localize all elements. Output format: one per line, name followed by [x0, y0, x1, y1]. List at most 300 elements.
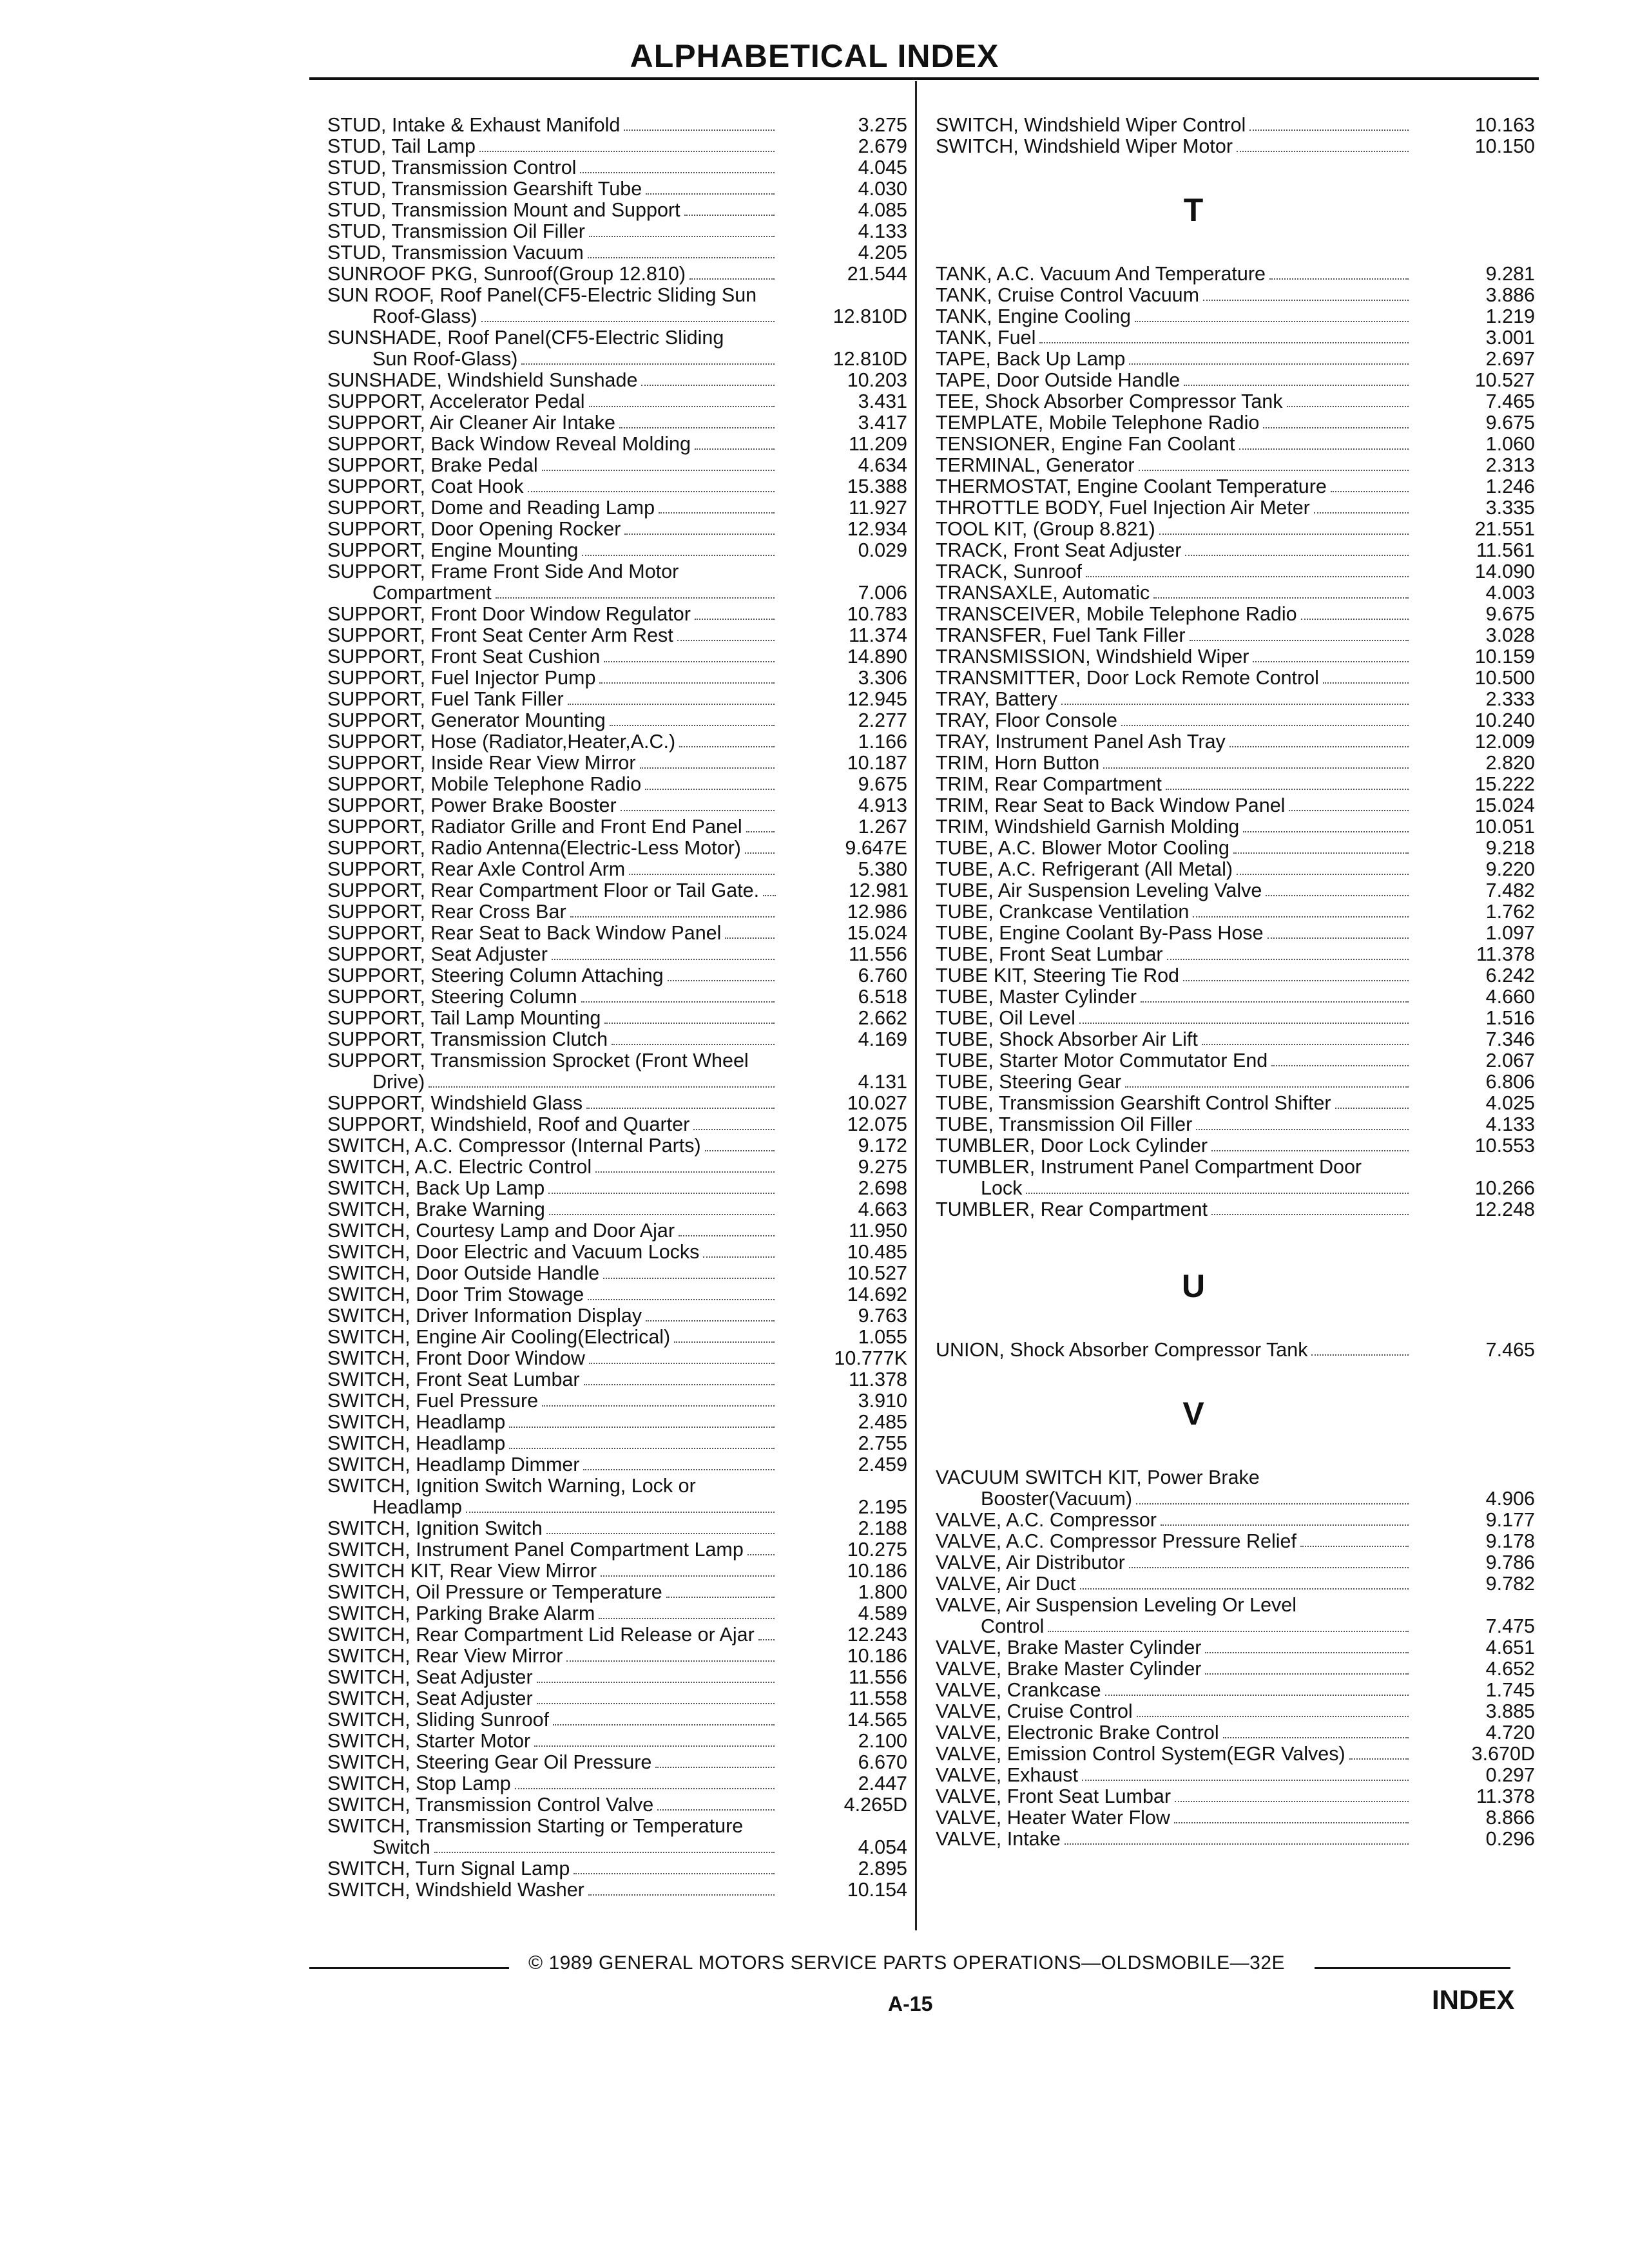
index-entry: [936, 1658, 1535, 1680]
leader-dots: [570, 916, 775, 918]
index-entry: [327, 455, 907, 476]
index-entry-name: SUPPORT, Rear Compartment Floor or Tail Gate.: [327, 880, 760, 901]
index-entry-name: SWITCH, Headlamp Dimmer: [327, 1454, 580, 1475]
index-entry-page: 1.800: [858, 1581, 907, 1603]
index-entry-page: 2.100: [858, 1730, 907, 1752]
index-entry-page: 8.866: [1485, 1807, 1535, 1829]
leader-dots: [599, 1618, 775, 1619]
index-entry-name: TUMBLER, Rear Compartment: [936, 1199, 1208, 1220]
section-label: INDEX: [1432, 1984, 1515, 2015]
index-entry: [936, 1829, 1535, 1850]
index-entry-page: 7.465: [1485, 1339, 1535, 1361]
index-entry-continuation: Sun Roof-Glass): [372, 349, 518, 370]
index-entry-page: 9.782: [1485, 1573, 1535, 1595]
index-entry-page: 9.218: [1485, 837, 1535, 859]
index-entry-page: 6.760: [858, 965, 907, 986]
index-entry-continuation: Roof-Glass): [372, 306, 477, 327]
index-entry-page: 4.589: [858, 1602, 907, 1624]
index-entry: [327, 519, 907, 540]
index-entry-name: TUBE, Air Suspension Leveling Valve: [936, 880, 1262, 901]
leader-dots: [1268, 937, 1409, 939]
index-entry: [327, 391, 907, 412]
leader-dots: [509, 1448, 775, 1449]
leader-dots: [1335, 1108, 1409, 1109]
leader-dots: [1184, 385, 1409, 386]
index-entry: [327, 1879, 907, 1901]
index-entry-name: STUD, Intake & Exhaust Manifold: [327, 115, 621, 136]
index-entry-name: SWITCH, Courtesy Lamp and Door Ajar: [327, 1220, 675, 1242]
index-entry: [936, 1510, 1535, 1531]
index-entry-page: 4.045: [858, 157, 907, 178]
index-entry-page: 3.885: [1485, 1700, 1535, 1722]
leader-dots: [549, 1214, 775, 1215]
index-entry-page: 10.553: [1474, 1135, 1535, 1157]
leader-dots: [568, 704, 775, 705]
leader-dots: [604, 1023, 775, 1024]
index-entry-name: SWITCH, Rear View Mirror: [327, 1646, 563, 1667]
index-entry: [936, 1616, 1535, 1637]
index-entry: [936, 1488, 1535, 1510]
leader-dots: [1080, 1588, 1409, 1590]
index-entry: [327, 1369, 907, 1390]
index-entry: [936, 795, 1535, 816]
index-entry-name: SWITCH, Starter Motor: [327, 1731, 531, 1752]
leader-dots: [537, 1703, 775, 1704]
index-entry: [936, 349, 1535, 370]
index-entry-name: TUBE KIT, Steering Tie Rod: [936, 965, 1180, 986]
index-entry: [327, 582, 907, 604]
leader-dots: [1331, 491, 1409, 492]
leader-dots: [580, 172, 775, 173]
index-entry: [327, 774, 907, 795]
index-entry-name: SWITCH, Parking Brake Alarm: [327, 1603, 595, 1624]
index-entry-name: SUPPORT, Windshield, Roof and Quarter: [327, 1114, 690, 1135]
index-entry: [327, 1263, 907, 1284]
index-entry-page: 4.720: [1485, 1722, 1535, 1744]
index-entry: [936, 1765, 1535, 1786]
leader-dots: [588, 1894, 775, 1896]
leader-dots: [1079, 1023, 1409, 1024]
index-entry-page: 0.297: [1485, 1764, 1535, 1786]
index-entry: [327, 646, 907, 668]
leader-dots: [612, 1044, 775, 1045]
index-entry: [327, 1497, 907, 1518]
index-entry-page: 6.670: [858, 1751, 907, 1773]
index-entry-name: SWITCH, Turn Signal Lamp: [327, 1858, 570, 1879]
index-entry-page: 4.025: [1485, 1092, 1535, 1114]
leader-dots: [429, 1086, 775, 1088]
index-entry: [327, 1561, 907, 1582]
index-entry: [327, 944, 907, 965]
index-entry: [327, 1305, 907, 1327]
leader-dots: [534, 1745, 775, 1747]
leader-dots: [679, 746, 775, 747]
index-entry-name: SUPPORT, Steering Column Attaching: [327, 965, 664, 986]
index-entry-name: SWITCH, Oil Pressure or Temperature: [327, 1582, 662, 1603]
index-entry: [327, 1731, 907, 1752]
index-entry-name: SWITCH, Front Door Window: [327, 1348, 585, 1369]
index-entry-name: TRAY, Instrument Panel Ash Tray: [936, 731, 1226, 753]
index-entry: [327, 1072, 907, 1093]
index-entry: [936, 1340, 1535, 1361]
index-entry-name: TANK, Engine Cooling: [936, 306, 1131, 327]
leader-dots: [666, 1597, 775, 1598]
index-entry-name: THROTTLE BODY, Fuel Injection Air Meter: [936, 497, 1310, 519]
title-rule: [309, 77, 1539, 80]
index-entry-name: TUBE, Crankcase Ventilation: [936, 901, 1190, 923]
index-entry-name: TENSIONER, Engine Fan Coolant: [936, 434, 1235, 455]
index-entry: [936, 944, 1535, 965]
index-entry-page: 1.166: [858, 731, 907, 753]
index-entry-page: 4.913: [858, 794, 907, 816]
leader-dots: [537, 1682, 775, 1683]
index-entry: [327, 178, 907, 200]
leader-dots: [1135, 321, 1409, 322]
leader-dots: [1026, 1193, 1409, 1194]
index-entry: [936, 1178, 1535, 1199]
index-entry-page: 2.755: [858, 1432, 907, 1454]
index-entry-name: VALVE, A.C. Compressor: [936, 1510, 1157, 1531]
leader-dots: [466, 1512, 775, 1513]
leader-dots: [589, 236, 775, 237]
index-entry: [327, 434, 907, 455]
index-entry-name: TRANSMITTER, Door Lock Remote Control: [936, 668, 1319, 689]
index-entry: [327, 986, 907, 1008]
leader-dots: [588, 257, 775, 258]
index-entry-name: VALVE, Electronic Brake Control: [936, 1722, 1219, 1744]
index-entry-name: VALVE, Heater Water Flow: [936, 1807, 1170, 1829]
index-entry-page: 2.679: [858, 135, 907, 157]
index-entry-page: 4.906: [1485, 1488, 1535, 1510]
index-entry: [327, 1646, 907, 1667]
leader-dots: [1289, 810, 1409, 811]
index-entry-name: SUPPORT, Mobile Telephone Radio: [327, 774, 642, 795]
index-entry-page: 3.028: [1485, 624, 1535, 646]
index-entry: [936, 1573, 1535, 1595]
leader-dots: [1121, 725, 1409, 726]
leader-dots: [1237, 874, 1409, 875]
leader-dots: [601, 1575, 775, 1577]
leader-dots: [705, 1150, 775, 1151]
index-entry-name: SUPPORT, Power Brake Booster: [327, 795, 617, 816]
index-entry-page: 1.267: [858, 816, 907, 838]
index-entry-name: SUPPORT, Windshield Glass: [327, 1093, 583, 1114]
index-entry-name: SUPPORT, Steering Column: [327, 986, 577, 1008]
index-entry: [936, 1552, 1535, 1573]
index-entry: [936, 816, 1535, 838]
index-entry: [327, 604, 907, 625]
leader-dots: [1314, 512, 1409, 514]
leader-dots: [1174, 1822, 1409, 1823]
index-entry-page: 12.009: [1474, 731, 1535, 753]
index-entry-name: SUPPORT, Seat Adjuster: [327, 944, 548, 965]
index-entry-page: 3.886: [1485, 284, 1535, 306]
index-entry-name: VALVE, Cruise Control: [936, 1701, 1133, 1722]
leader-dots: [1269, 278, 1409, 280]
leader-dots: [645, 789, 775, 790]
index-entry-page: 1.060: [1485, 433, 1535, 455]
index-entry-name: SUNROOF PKG, Sunroof(Group 12.810): [327, 264, 686, 285]
index-entry-page: 15.024: [847, 922, 907, 944]
leader-dots: [689, 278, 775, 280]
leader-dots: [552, 959, 775, 960]
index-entry-continuation: Compartment: [372, 582, 492, 604]
index-entry-name: THERMOSTAT, Engine Coolant Temperature: [936, 476, 1327, 497]
index-entry-page: 15.222: [1474, 773, 1535, 795]
index-entry-page: 4.634: [858, 454, 907, 476]
index-entry-name: TRANSCEIVER, Mobile Telephone Radio: [936, 604, 1297, 625]
leader-dots: [1233, 852, 1409, 854]
index-entry: [327, 901, 907, 923]
leader-dots: [745, 852, 775, 854]
leader-dots: [1185, 555, 1409, 556]
index-entry-page: 1.055: [858, 1326, 907, 1348]
index-entry: [936, 306, 1535, 327]
leader-dots: [619, 427, 775, 428]
index-entry-continuation: Lock: [981, 1178, 1023, 1199]
leader-dots: [1161, 1524, 1409, 1526]
leader-dots: [657, 1809, 775, 1811]
index-entry: [936, 731, 1535, 753]
index-entry-name: STUD, Transmission Oil Filler: [327, 221, 585, 242]
leader-dots: [1167, 959, 1409, 960]
leader-dots: [1193, 916, 1409, 918]
index-entry-page: 11.950: [848, 1220, 907, 1242]
index-entry: [936, 391, 1535, 412]
index-entry-page: 3.275: [858, 114, 907, 136]
index-entry-name: SUN ROOF, Roof Panel(CF5-Electric Sliding Sun: [327, 284, 757, 306]
index-entry-page: 2.195: [858, 1496, 907, 1518]
index-entry-name: SUPPORT, Radio Antenna(Electric-Less Motor): [327, 838, 741, 859]
index-entry: [936, 285, 1535, 306]
index-entry-page: 12.934: [847, 518, 907, 540]
index-entry: [936, 455, 1535, 476]
index-entry-page: 10.154: [847, 1879, 907, 1901]
leader-dots: [553, 1724, 775, 1725]
index-entry: [936, 710, 1535, 731]
index-entry-page: 1.762: [1485, 901, 1535, 923]
index-entry-name: SWITCH, Transmission Control Valve: [327, 1794, 654, 1816]
index-entry-page: 2.333: [1485, 688, 1535, 710]
index-entry-name: SWITCH, Seat Adjuster: [327, 1688, 533, 1709]
leader-dots: [624, 533, 775, 535]
index-entry-name: SWITCH, Seat Adjuster: [327, 1667, 533, 1688]
leader-dots: [1223, 1737, 1409, 1738]
index-entry-page: 12.945: [847, 688, 907, 710]
leader-dots: [1139, 470, 1409, 471]
leader-dots: [1175, 1801, 1409, 1802]
index-entry: [936, 1072, 1535, 1093]
index-entry: [936, 1531, 1535, 1552]
index-entry: [936, 540, 1535, 561]
index-entry-name: TUBE, Oil Level: [936, 1008, 1075, 1029]
index-entry-page: 9.177: [1485, 1509, 1535, 1531]
index-entry-page: 4.169: [858, 1028, 907, 1050]
index-entry: [936, 859, 1535, 880]
leader-dots: [1065, 1843, 1409, 1845]
index-entry-name: SUPPORT, Radiator Grille and Front End Panel: [327, 816, 742, 838]
index-entry-name: TRIM, Rear Seat to Back Window Panel: [936, 795, 1286, 816]
index-entry-page: 2.662: [858, 1007, 907, 1029]
index-entry: [936, 1786, 1535, 1807]
index-entry: [936, 115, 1535, 136]
index-entry: [327, 1390, 907, 1412]
index-entry-page: 9.220: [1485, 858, 1535, 880]
index-entry-name: SWITCH KIT, Rear View Mirror: [327, 1561, 597, 1582]
index-entry-name: TERMINAL, Generator: [936, 455, 1135, 476]
footer-copyright: © 1989 GENERAL MOTORS SERVICE PARTS OPERATIONS—OLDSMOBILE—32E: [528, 1952, 1286, 1974]
leader-dots: [1137, 1716, 1409, 1717]
index-entry-page: 1.097: [1485, 922, 1535, 944]
index-entry-name: SUPPORT, Front Seat Cushion: [327, 646, 601, 668]
index-entry-name: SUPPORT, Air Cleaner Air Intake: [327, 412, 615, 434]
index-entry-page: 10.027: [847, 1092, 907, 1114]
index-entry-page: 4.133: [1485, 1113, 1535, 1135]
index-entry-page: 7.475: [1485, 1615, 1535, 1637]
index-entry: [936, 519, 1535, 540]
index-entry: [327, 1752, 907, 1773]
leader-dots: [1287, 406, 1409, 407]
index-entry-page: 4.652: [1485, 1658, 1535, 1680]
index-entry-name: TRANSFER, Fuel Tank Filler: [936, 625, 1186, 646]
index-entry-name: SUPPORT, Front Seat Center Arm Rest: [327, 625, 673, 646]
index-entry: [936, 582, 1535, 604]
index-entry-page: 0.296: [1485, 1828, 1535, 1850]
index-entry: [327, 923, 907, 944]
index-entry-name: VALVE, Air Duct: [936, 1573, 1076, 1595]
index-entry: [327, 1093, 907, 1114]
index-entry-name: STUD, Transmission Mount and Support: [327, 200, 680, 221]
index-entry-name: TANK, Cruise Control Vacuum: [936, 285, 1200, 306]
index-entry: [936, 264, 1535, 285]
index-entry-page: 4.651: [1485, 1637, 1535, 1658]
leader-dots: [1129, 1567, 1409, 1568]
index-entry-name: SWITCH, Door Outside Handle: [327, 1263, 600, 1284]
index-entry-page: 3.417: [858, 412, 907, 434]
index-entry-name: TANK, Fuel: [936, 327, 1036, 349]
leader-dots: [1082, 1780, 1409, 1781]
index-entry-name: SUPPORT, Brake Pedal: [327, 455, 538, 476]
index-entry-page: 11.378: [1476, 1785, 1535, 1807]
leader-dots: [1211, 1214, 1409, 1215]
leader-dots: [1211, 1150, 1409, 1151]
leader-dots: [479, 151, 775, 152]
index-entry-name: SWITCH, Ignition Switch Warning, Lock or: [327, 1475, 696, 1497]
leader-dots: [1125, 1086, 1409, 1088]
index-entry-page: 14.565: [847, 1709, 907, 1731]
index-entry-name: SUPPORT, Fuel Injector Pump: [327, 668, 596, 689]
index-entry-name: SUPPORT, Dome and Reading Lamp: [327, 497, 655, 519]
index-entry-name: TUBE, Engine Coolant By-Pass Hose: [936, 923, 1264, 944]
index-entry: [327, 1157, 907, 1178]
leader-dots: [1039, 342, 1409, 343]
index-entry-name: VALVE, A.C. Compressor Pressure Relief: [936, 1531, 1296, 1552]
index-entry-name: VALVE, Brake Master Cylinder: [936, 1658, 1202, 1680]
index-entry-continuation: Headlamp: [372, 1497, 463, 1518]
index-entry-page: 2.188: [858, 1517, 907, 1539]
index-entry-name: TUBE, Master Cylinder: [936, 986, 1137, 1008]
leader-dots: [624, 130, 775, 131]
index-entry-name: SWITCH, Brake Warning: [327, 1199, 545, 1220]
index-entry: [327, 157, 907, 178]
index-entry: [327, 731, 907, 753]
leader-dots: [646, 193, 775, 195]
leader-dots: [1203, 300, 1409, 301]
index-entry-page: 6.242: [1485, 965, 1535, 986]
index-entry-page: 10.266: [1474, 1177, 1535, 1199]
index-entry-name: SUPPORT, Rear Seat to Back Window Panel: [327, 923, 722, 944]
index-entry-name: UNION, Shock Absorber Compressor Tank: [936, 1340, 1308, 1361]
index-entry: [327, 1220, 907, 1242]
index-entry-page: 12.986: [847, 901, 907, 923]
leader-dots: [589, 1363, 775, 1364]
page-title: ALPHABETICAL INDEX: [630, 38, 999, 74]
leader-dots: [589, 406, 775, 407]
leader-dots: [1183, 980, 1409, 981]
index-entry: [936, 1722, 1535, 1744]
leader-dots: [1349, 1758, 1409, 1760]
index-entry-page: 7.006: [858, 582, 907, 604]
index-entry: [936, 476, 1535, 497]
index-entry-page: 12.243: [847, 1624, 907, 1646]
index-entry-name: VALVE, Exhaust: [936, 1765, 1078, 1786]
index-entry: [327, 349, 907, 370]
index-entry: [327, 1582, 907, 1603]
leader-dots: [528, 491, 775, 492]
leader-dots: [603, 1278, 775, 1279]
index-entry-name: TRIM, Windshield Garnish Molding: [936, 816, 1240, 838]
leader-dots: [763, 895, 776, 896]
index-entry-name: SWITCH, Fuel Pressure: [327, 1390, 539, 1412]
leader-dots: [1253, 661, 1409, 662]
index-entry-name: SWITCH, Windshield Wiper Motor: [936, 136, 1233, 157]
index-entry-name: SUPPORT, Accelerator Pedal: [327, 391, 585, 412]
index-entry: [327, 965, 907, 986]
index-entry-page: 11.374: [848, 624, 907, 646]
index-entry-page: 2.313: [1485, 454, 1535, 476]
leader-dots: [1190, 640, 1409, 641]
index-entry-name: TUBE, Transmission Gearshift Control Shifter: [936, 1093, 1331, 1114]
index-entry: [327, 497, 907, 519]
index-entry-page: 10.186: [847, 1645, 907, 1667]
index-entry-name: STUD, Tail Lamp: [327, 136, 476, 157]
index-entry-name: SWITCH, Door Trim Stowage: [327, 1284, 584, 1305]
index-entry-page: 4.030: [858, 178, 907, 200]
leader-dots: [1301, 619, 1409, 620]
index-entry: [327, 1114, 907, 1135]
index-entry-page: 3.306: [858, 667, 907, 689]
index-entry-name: TAPE, Door Outside Handle: [936, 370, 1181, 391]
index-entry-name: VACUUM SWITCH KIT, Power Brake: [936, 1466, 1260, 1488]
index-entry-page: 4.205: [858, 242, 907, 264]
index-entry: [936, 1093, 1535, 1114]
index-entry: [327, 1008, 907, 1029]
index-entry: [936, 1050, 1535, 1072]
index-entry: [327, 1667, 907, 1688]
leader-dots: [1205, 1673, 1409, 1675]
index-entry-name: SWITCH, Windshield Washer: [327, 1879, 584, 1901]
index-entry-page: 2.067: [1485, 1050, 1535, 1072]
leader-dots: [583, 1469, 775, 1470]
index-entry-name: TUBE, Steering Gear: [936, 1072, 1122, 1093]
leader-dots: [693, 1129, 775, 1130]
index-entry-page: 11.558: [848, 1687, 907, 1709]
index-entry-page: 4.265D: [843, 1794, 907, 1816]
index-entry-name: SUPPORT, Front Door Window Regulator: [327, 604, 691, 625]
leader-dots: [1159, 533, 1409, 535]
index-entry-page: 10.051: [1474, 816, 1535, 838]
index-entry-page: 2.820: [1485, 752, 1535, 774]
